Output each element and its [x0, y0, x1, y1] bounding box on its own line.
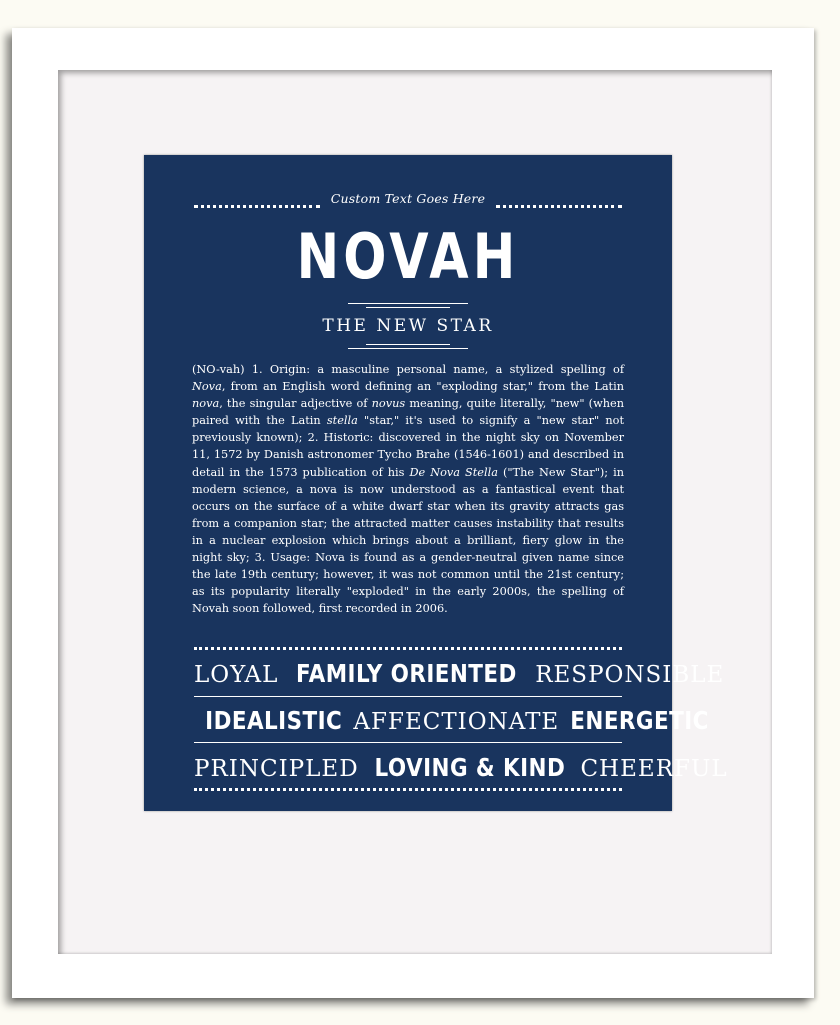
trait-separator	[194, 696, 622, 697]
custom-text-row	[194, 187, 622, 213]
definition-text: (NO-vah) 1. Origin: a masculine personal name, a stylized spelling of	[192, 363, 624, 376]
name-rule-bottom	[366, 307, 450, 308]
custom-text: Custom Text Goes Here	[330, 191, 486, 206]
definition-text: ("The New Star"); in modern science, a nova is now understood as a fantastical event that occurs on the surface of a white dwarf star when its gravity attracts gas from a companion star; the attracted matter causes instability that results in a nuclear explosion which brings about a brilliant, fiery glow in the night sky; 3. Usage: Nova is found as a gender-neutral given name since the late 19th century; however, it was not common until the 21st century; as its popularity literally "exploded" in the early 2000s, the spelling of Novah soon followed, first recorded in 2006.	[192, 465, 624, 616]
trait: ENERGETIC	[570, 706, 710, 735]
traits-dotted-rule-bottom	[194, 788, 622, 791]
trait-line-1	[194, 657, 725, 691]
trait: CHEERFUL	[580, 756, 728, 782]
meaning-rule-top	[366, 344, 450, 345]
name-meaning: THE NEW STAR	[322, 316, 494, 336]
trait: LOYAL	[194, 662, 279, 688]
trait-separator	[194, 742, 622, 743]
definition-text: , the singular adjective of	[219, 397, 372, 411]
trait-line-3	[194, 751, 728, 785]
definition-italic: novus	[371, 397, 406, 411]
dotted-rule-right	[496, 205, 622, 208]
definition-text: , from an English word defining an "exploding star," from the Latin	[221, 380, 624, 394]
definition-text: "star," it's used to signify a "new star" not previously known); 2. Historic: discovered in the night sky on November 11, 1572 by Danish astronomer Tycho Brahe (1546-1601) and described in detail in the 1573 publication of his	[192, 414, 624, 479]
name-rule-top	[348, 303, 468, 304]
name-print	[144, 155, 728, 811]
print-name: NOVAH	[296, 220, 520, 293]
trait: RESPONSIBLE	[535, 662, 725, 688]
definition-text: meaning, quite literally, "new" (when paired with the Latin	[192, 397, 624, 428]
trait: AFFECTIONATE	[353, 709, 560, 735]
trait: LOVING & KIND	[374, 753, 565, 782]
definition-italic: nova	[192, 397, 220, 411]
definition-italic: stella	[326, 414, 358, 428]
trait-line-2	[194, 704, 710, 738]
trait: FAMILY ORIENTED	[296, 659, 518, 688]
name-definition	[192, 361, 624, 617]
meaning-rule-bottom	[348, 348, 468, 349]
trait: PRINCIPLED	[194, 756, 359, 782]
definition-italic: Nova	[192, 380, 222, 394]
definition-italic: De Nova Stella	[409, 465, 498, 479]
traits-dotted-rule-top	[194, 647, 622, 650]
trait: IDEALISTIC	[205, 706, 343, 735]
